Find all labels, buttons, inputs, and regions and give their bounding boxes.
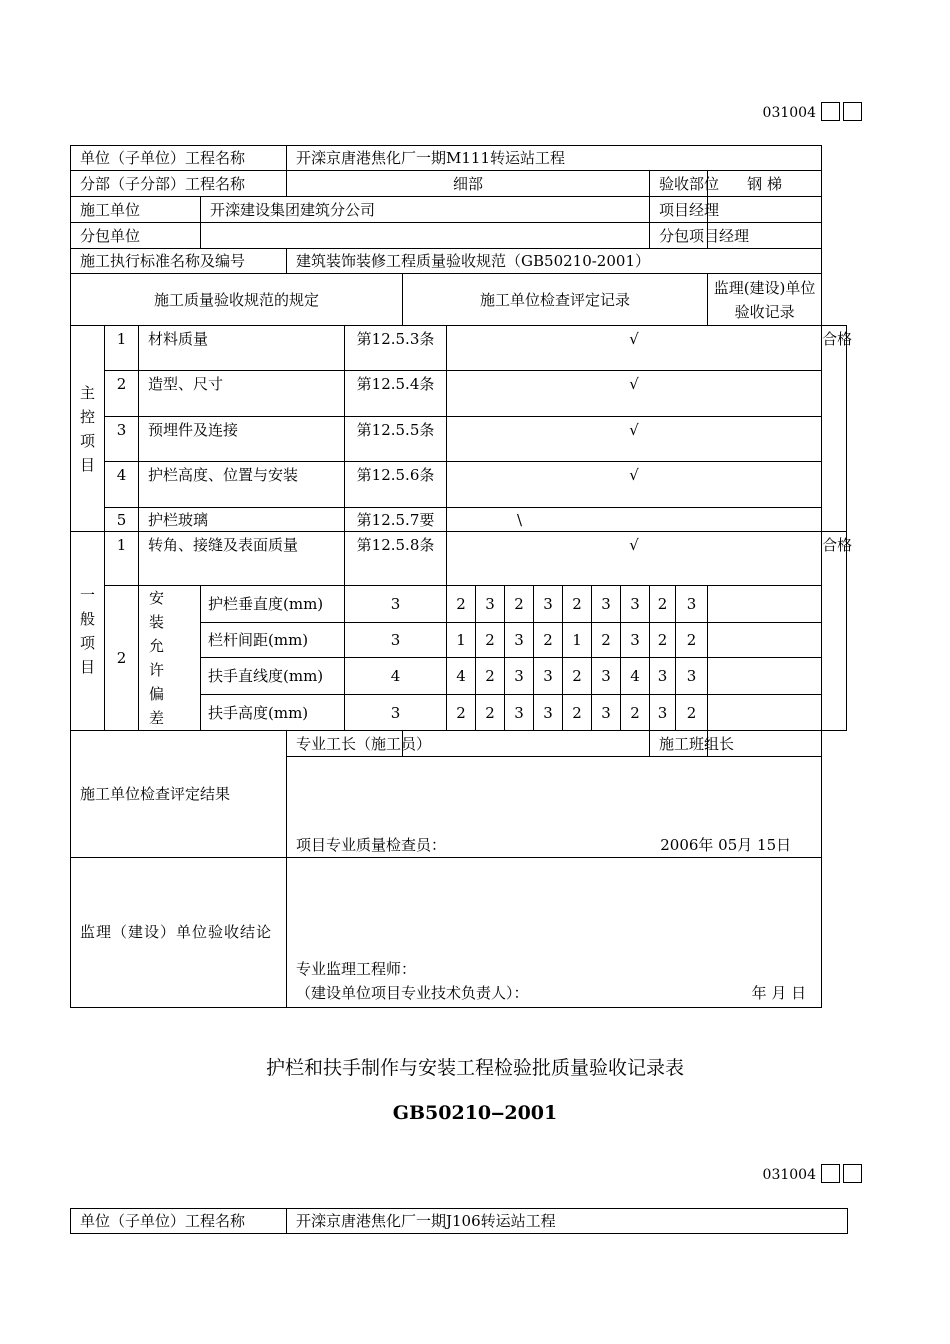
measure-cell[interactable]: 1 bbox=[447, 622, 476, 658]
measure-cell[interactable]: 2 bbox=[563, 586, 592, 623]
measure-cell[interactable]: 2 bbox=[563, 658, 592, 695]
form-code-text: 031004 bbox=[762, 1167, 816, 1183]
main-group-label: 主控项目 bbox=[71, 326, 105, 532]
main-item-clause: 第12.5.4条 bbox=[345, 371, 447, 417]
tolerance-allow: 4 bbox=[345, 658, 447, 695]
measure-cell[interactable]: 3 bbox=[534, 695, 563, 731]
main-item-no: 5 bbox=[105, 508, 139, 532]
measure-cell[interactable]: 2 bbox=[592, 622, 621, 658]
code-box[interactable] bbox=[821, 102, 840, 121]
sign-date: 年 月 日 bbox=[751, 984, 807, 1002]
measure-cell-empty[interactable] bbox=[708, 622, 822, 658]
measure-cell[interactable]: 3 bbox=[650, 658, 676, 695]
measure-cell-empty[interactable] bbox=[708, 586, 822, 623]
measure-cell[interactable]: 4 bbox=[447, 658, 476, 695]
measure-cell[interactable]: 2 bbox=[534, 622, 563, 658]
inspector-date: 2006年 05月 15日 bbox=[660, 836, 792, 854]
measure-cell[interactable]: 2 bbox=[447, 586, 476, 623]
general-group-label: 一般项目 bbox=[71, 532, 105, 731]
page-title: 护栏和扶手制作与安装工程检验批质量验收记录表 bbox=[265, 1057, 684, 1079]
supervision-sign-cell[interactable] bbox=[287, 858, 822, 1008]
code-box[interactable] bbox=[821, 1164, 840, 1183]
team-leader-label: 施工班组长 bbox=[650, 731, 708, 757]
measure-cell[interactable]: 2 bbox=[676, 622, 708, 658]
main-item-clause: 第12.5.7要 bbox=[345, 508, 447, 532]
inspector-label: 项目专业质量检查员： bbox=[296, 836, 447, 854]
measure-cell[interactable]: 4 bbox=[621, 658, 650, 695]
main-item-name: 护栏玻璃 bbox=[139, 508, 345, 532]
measure-cell[interactable]: 2 bbox=[563, 695, 592, 731]
general-item-name: 转角、接缝及表面质量 bbox=[139, 532, 345, 586]
measure-cell[interactable]: 2 bbox=[676, 695, 708, 731]
measure-cell[interactable]: 2 bbox=[650, 586, 676, 623]
supervision-conclusion-label: 监理（建设）单位验收结论 bbox=[71, 858, 287, 1008]
main-item-record[interactable]: \ bbox=[447, 508, 822, 532]
subcontractor-value[interactable] bbox=[201, 223, 650, 249]
acceptance-part-value[interactable]: 钢 梯 bbox=[708, 171, 822, 197]
tolerance-allow: 3 bbox=[345, 622, 447, 658]
tolerance-no: 2 bbox=[105, 586, 139, 731]
acceptance-part-label: 验收部位 bbox=[650, 171, 708, 197]
general-item-clause: 第12.5.8条 bbox=[345, 532, 447, 586]
unit-value[interactable]: 开滦京唐港焦化厂一期J106转运站工程 bbox=[287, 1209, 848, 1234]
main-item-name: 预埋件及连接 bbox=[139, 417, 345, 462]
main-item-name: 造型、尺寸 bbox=[139, 371, 345, 417]
standard-value[interactable]: 建筑装饰装修工程质量验收规范（GB50210-2001） bbox=[287, 249, 822, 274]
measure-cell[interactable]: 3 bbox=[621, 622, 650, 658]
main-item-record[interactable]: √ bbox=[447, 462, 822, 508]
measure-cell[interactable]: 3 bbox=[592, 658, 621, 695]
project-manager-value[interactable] bbox=[708, 197, 822, 223]
main-item-record[interactable]: √ bbox=[447, 326, 822, 371]
measure-cell[interactable]: 2 bbox=[621, 695, 650, 731]
general-item-record[interactable]: √ bbox=[447, 532, 822, 586]
main-item-name: 材料质量 bbox=[139, 326, 345, 371]
tolerance-item-name: 栏杆间距(mm) bbox=[201, 622, 345, 658]
contractor-value[interactable]: 开滦建设集团建筑分公司 bbox=[201, 197, 650, 223]
general-item-no: 1 bbox=[105, 532, 139, 586]
measure-cell[interactable]: 2 bbox=[650, 622, 676, 658]
main-item-no: 3 bbox=[105, 417, 139, 462]
inspection-form-table-2 bbox=[70, 1208, 848, 1234]
measure-cell[interactable]: 2 bbox=[447, 695, 476, 731]
subdivision-value[interactable]: 细部 bbox=[287, 171, 650, 197]
main-item-clause: 第12.5.5条 bbox=[345, 417, 447, 462]
owner-label: （建设单位项目专业技术负责人）： bbox=[296, 984, 529, 1002]
engineer-label: 专业监理工程师： bbox=[296, 960, 417, 978]
main-item-name: 护栏高度、位置与安装 bbox=[139, 462, 345, 508]
code-box[interactable] bbox=[843, 102, 862, 121]
header-record: 施工单位检查评定记录 bbox=[403, 274, 708, 326]
form-code-text: 031004 bbox=[762, 105, 816, 121]
main-item-no: 2 bbox=[105, 371, 139, 417]
measure-cell[interactable]: 3 bbox=[534, 658, 563, 695]
header-supervision: 监理(建设)单位验收记录 bbox=[708, 274, 822, 326]
tolerance-allow: 3 bbox=[345, 586, 447, 623]
measure-cell[interactable]: 2 bbox=[476, 658, 505, 695]
form-code bbox=[763, 102, 862, 121]
measure-cell-empty[interactable] bbox=[708, 695, 822, 731]
measure-cell[interactable]: 3 bbox=[592, 586, 621, 623]
measure-cell[interactable]: 2 bbox=[505, 586, 534, 623]
standard-code: GB50210‒2001 bbox=[392, 1102, 558, 1124]
main-item-no: 4 bbox=[105, 462, 139, 508]
main-result[interactable]: 合格 bbox=[822, 326, 847, 532]
inspector-cell[interactable] bbox=[287, 757, 822, 858]
tolerance-item-name: 扶手高度(mm) bbox=[201, 695, 345, 731]
measure-cell[interactable]: 3 bbox=[534, 586, 563, 623]
contractor-label: 施工单位 bbox=[71, 197, 201, 223]
main-item-record[interactable]: √ bbox=[447, 417, 822, 462]
unit-label: 单位（子单位）工程名称 bbox=[71, 1209, 287, 1234]
measure-cell[interactable]: 3 bbox=[476, 586, 505, 623]
tolerance-allow: 3 bbox=[345, 695, 447, 731]
measure-cell[interactable]: 1 bbox=[563, 622, 592, 658]
code-box[interactable] bbox=[843, 1164, 862, 1183]
inspection-form-table bbox=[70, 145, 853, 1008]
unit-label: 单位（子单位）工程名称 bbox=[71, 146, 287, 171]
main-item-clause: 第12.5.3条 bbox=[345, 326, 447, 371]
foreman-value[interactable] bbox=[403, 731, 650, 757]
tolerance-item-name: 护栏垂直度(mm) bbox=[201, 586, 345, 623]
general-result[interactable]: 合格 bbox=[822, 532, 847, 731]
subcontractor-label: 分包单位 bbox=[71, 223, 201, 249]
subdivision-label: 分部（子分部）工程名称 bbox=[71, 171, 287, 197]
tolerance-label: 安装允许偏差 bbox=[139, 586, 201, 731]
project-manager-label: 项目经理 bbox=[650, 197, 708, 223]
header-spec: 施工质量验收规范的规定 bbox=[71, 274, 403, 326]
measure-cell[interactable]: 3 bbox=[650, 695, 676, 731]
check-result-label: 施工单位检查评定结果 bbox=[71, 731, 287, 858]
main-item-no: 1 bbox=[105, 326, 139, 371]
foreman-label: 专业工长（施工员） bbox=[287, 731, 403, 757]
measure-cell[interactable]: 3 bbox=[505, 622, 534, 658]
form-code bbox=[763, 1164, 862, 1183]
measure-cell[interactable]: 3 bbox=[676, 658, 708, 695]
measure-cell[interactable]: 3 bbox=[505, 695, 534, 731]
tolerance-item-name: 扶手直线度(mm) bbox=[201, 658, 345, 695]
measure-cell[interactable]: 3 bbox=[621, 586, 650, 623]
measure-cell[interactable]: 2 bbox=[476, 695, 505, 731]
measure-cell[interactable]: 3 bbox=[676, 586, 708, 623]
measure-cell[interactable]: 3 bbox=[592, 695, 621, 731]
main-item-record[interactable]: √ bbox=[447, 371, 822, 417]
measure-cell-empty[interactable] bbox=[708, 658, 822, 695]
measure-cell[interactable]: 2 bbox=[476, 622, 505, 658]
unit-value[interactable]: 开滦京唐港焦化厂一期M111转运站工程 bbox=[287, 146, 822, 171]
main-item-clause: 第12.5.6条 bbox=[345, 462, 447, 508]
measure-cell[interactable]: 3 bbox=[505, 658, 534, 695]
sub-pm-label: 分包项目经理 bbox=[650, 223, 708, 249]
standard-label: 施工执行标准名称及编号 bbox=[71, 249, 287, 274]
